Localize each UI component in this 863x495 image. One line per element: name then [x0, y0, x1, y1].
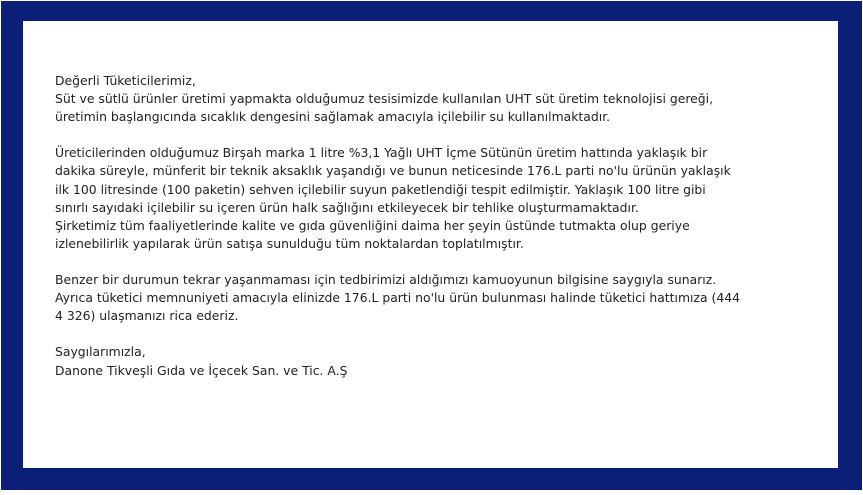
paragraph-2-line: Üreticilerinden olduğumuz Birşah marka 1 litre %3,1 Yağlı UHT İçme Sütünün üretim hattında yaklaşık bir: [55, 145, 708, 161]
paragraph-1-line: üretimin başlangıcında sıcaklık dengesini sağlamak amacıyla içilebilir su kullanılmaktadır.: [55, 109, 611, 125]
greeting: Değerli Tüketicilerimiz,: [55, 73, 196, 88]
paragraph-2-line: sınırlı sayıdaki içilebilir su içeren ürün halk sağlığını etkileyecek bir tehlike oluşturmamaktadır.: [55, 199, 639, 215]
paragraph-1-line: Süt ve sütlü ürünler üretimi yapmakta olduğumuz tesisimizde kullanılan UHT süt üretim teknolojisi gereği,: [55, 91, 714, 107]
signature: Danone Tikveşli Gıda ve İçecek San. ve Tic. A.Ş: [55, 362, 348, 378]
sign-off: [55, 343, 770, 379]
paragraph-2: [55, 144, 770, 253]
closing: Saygılarımızla,: [55, 344, 146, 360]
announcement-letter: [55, 72, 770, 398]
paragraph-2-line: dakika süreyle, münferit bir teknik aksaklık yaşandığı ve bunun neticesinde 176.L parti no'lu ürünün yaklaşık: [55, 163, 731, 179]
paragraph-3: [55, 271, 770, 325]
paragraph-3-line: Benzer bir durumun tekrar yaşanmaması için tedbirimizi aldığımızı kamuoyunun bilgisine saygıyla sunarız.: [55, 272, 717, 288]
greeting-paragraph: [55, 72, 770, 126]
paragraph-2-line: Şirketimiz tüm faaliyetlerinde kalite ve gıda güvenliğini daima her şeyin üstünde tutmakta olup geriye: [55, 217, 690, 233]
paragraph-3-line: 4 326) ulaşmanızı rica ederiz.: [55, 308, 239, 324]
bottom-strip: [0, 490, 863, 495]
paragraph-2-line: izlenebilirlik yapılarak ürün satışa sunulduğu tüm noktalardan toplatılmıştır.: [55, 235, 524, 251]
paragraph-2-line: ilk 100 litresinde (100 paketin) sehven içilebilir suyun paketlendiği tespit edilmiştir. Yaklaşık 100 litre gibi: [55, 181, 706, 197]
paragraph-3-line: Ayrıca tüketici memnuniyeti amacıyla elinizde 176.L parti no'lu ürün bulunması halinde tüketici hattımıza (444: [55, 290, 740, 306]
